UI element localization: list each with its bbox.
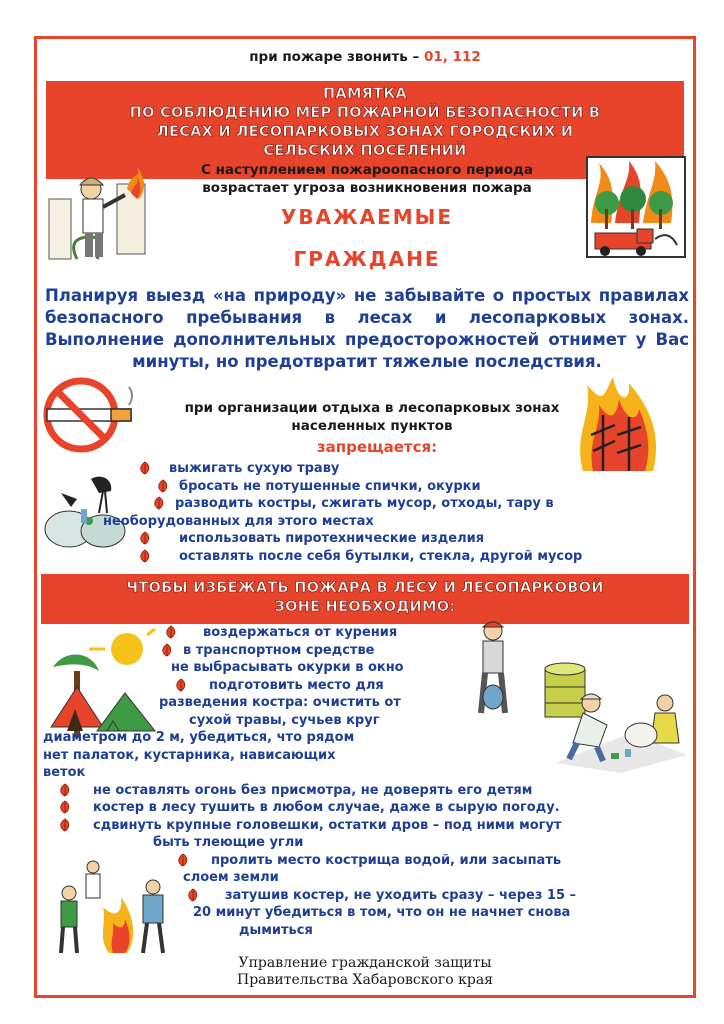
leaf-bullet-icon (139, 549, 151, 563)
hotline-numbers: 01, 112 (423, 49, 481, 65)
firefighter-illustration (47, 159, 152, 264)
list-item-continuation: нет палаток, кустарника, нависающих (43, 747, 336, 763)
list-item-text: в транспортном средстве (183, 642, 375, 658)
list-item-text: костер в лесу тушить в любом случае, даже в сырую погоду. (93, 800, 560, 815)
greeting-line-1: УВАЖАЕМЫЕ (280, 205, 454, 229)
subtitle (157, 161, 577, 197)
list-item (43, 799, 683, 817)
list-item-continuation: необорудованных для этого местах (103, 513, 374, 529)
forbidden-word: запрещается: (316, 438, 438, 456)
forbidden-list (103, 460, 693, 565)
list-item-continuation: сухой травы, сучьев круг (189, 712, 380, 728)
greeting-line-2: ГРАЖДАНЕ (293, 247, 441, 271)
list-item-continuation: дымиться (239, 922, 313, 938)
list-item-text: выжигать сухую траву (169, 461, 340, 476)
leaf-bullet-icon (165, 625, 177, 639)
title-line: ЛЕСАХ И ЛЕСОПАРКОВЫХ ЗОНАХ ГОРОДСКИХ И (156, 124, 574, 140)
leaf-bullet-icon (59, 783, 71, 797)
list-item (43, 782, 683, 800)
list-item (133, 460, 693, 478)
list-item (133, 478, 693, 496)
garbage-crows-illustration (41, 469, 133, 549)
footer-line: Правительства Хабаровского края (236, 972, 494, 988)
list-item (133, 495, 693, 513)
list-item-text: подготовить место для (209, 677, 384, 693)
list-item-continuation: диаметром до 2 м, убедиться, что рядом (43, 730, 355, 745)
intro-paragraph: Планируя выезд «на природу» не забывайте о простых правилах безопасного пребывания в лесах и лесопарковых зонах. Выполнение дополнительных предосторожностей отнимет у Вас минуты, но предотвратит тяжелые последствия. (45, 286, 689, 371)
forbidden-heading-line: при организации отдыха в лесопарковых зонах (184, 400, 560, 416)
list-item-continuation: веток (43, 765, 86, 780)
required-title-line: ЗОНЕ НЕОБХОДИМО: (274, 599, 456, 615)
list-item-continuation: разведения костра: очистить от (159, 695, 401, 710)
list-item-continuation: не выбрасывать окурки в окно (171, 660, 404, 675)
list-item-continuation: слоем земли (183, 870, 279, 885)
leaf-bullet-icon (187, 888, 199, 902)
list-item-text: пролить место кострища водой, или засыпать (211, 852, 562, 868)
list-item-continuation: 20 минут убедиться в том, что он не начнет снова (193, 905, 571, 920)
leaf-bullet-icon (157, 479, 169, 493)
leaf-bullet-icon (139, 461, 151, 475)
title-line: ПАМЯТКА (322, 86, 408, 102)
list-item-text: разводить костры, сжигать мусор, отходы, тару в (175, 496, 554, 511)
no-smoking-icon (41, 375, 139, 455)
list-item (133, 548, 693, 566)
forest-fire-truck-illustration (585, 153, 689, 263)
leaf-bullet-icon (59, 818, 71, 832)
campfire-people-illustration (53, 857, 173, 957)
list-item-text: воздержаться от курения (203, 625, 398, 640)
footer-line: Управление гражданской защиты (238, 955, 492, 971)
subtitle-line: возрастает угроза возникновения пожара (202, 180, 532, 196)
leaf-bullet-icon (139, 531, 151, 545)
hotline-label: при пожаре звонить – (249, 49, 420, 65)
list-item-text: сдвинуть крупные головешки, остатки дров – под ними могут (93, 817, 562, 833)
required-title-line: ЧТОБЫ ИЗБЕЖАТЬ ПОЖАРА В ЛЕСУ И ЛЕСОПАРКОВОЙ (126, 580, 604, 596)
leaf-bullet-icon (175, 678, 187, 692)
list-item-text: не оставлять огонь без присмотра, не доверять его детям (93, 782, 533, 798)
leaf-bullet-icon (153, 496, 165, 510)
title-line: ПО СОБЛЮДЕНИЮ МЕР ПОЖАРНОЙ БЕЗОПАСНОСТИ В (129, 105, 601, 121)
list-item (43, 677, 683, 695)
list-item-continuation: быть тлеющие угли (153, 835, 304, 850)
poster-frame (34, 36, 696, 998)
leaf-bullet-icon (161, 643, 173, 657)
list-item (43, 624, 683, 642)
footer-issuer (37, 955, 693, 989)
leaf-bullet-icon (59, 800, 71, 814)
list-item-text: бросать не потушенные спички, окурки (179, 478, 481, 494)
list-item-text: затушив костер, не уходить сразу – через 15 – (225, 887, 577, 903)
list-item (43, 817, 683, 835)
list-item-text: оставлять после себя бутылки, стекла, другой мусор (179, 548, 583, 564)
forbidden-heading-line: населенных пунктов (291, 418, 453, 434)
subtitle-line: С наступлением пожароопасного периода (200, 162, 534, 178)
list-item (133, 530, 693, 548)
leaf-bullet-icon (177, 853, 189, 867)
list-item (43, 642, 683, 660)
list-item-text: использовать пиротехнические изделия (179, 531, 485, 546)
hotline (37, 49, 693, 65)
title-line: СЕЛЬСКИХ ПОСЕЛЕНИЙ (263, 143, 467, 159)
forbidden-heading (137, 399, 607, 435)
